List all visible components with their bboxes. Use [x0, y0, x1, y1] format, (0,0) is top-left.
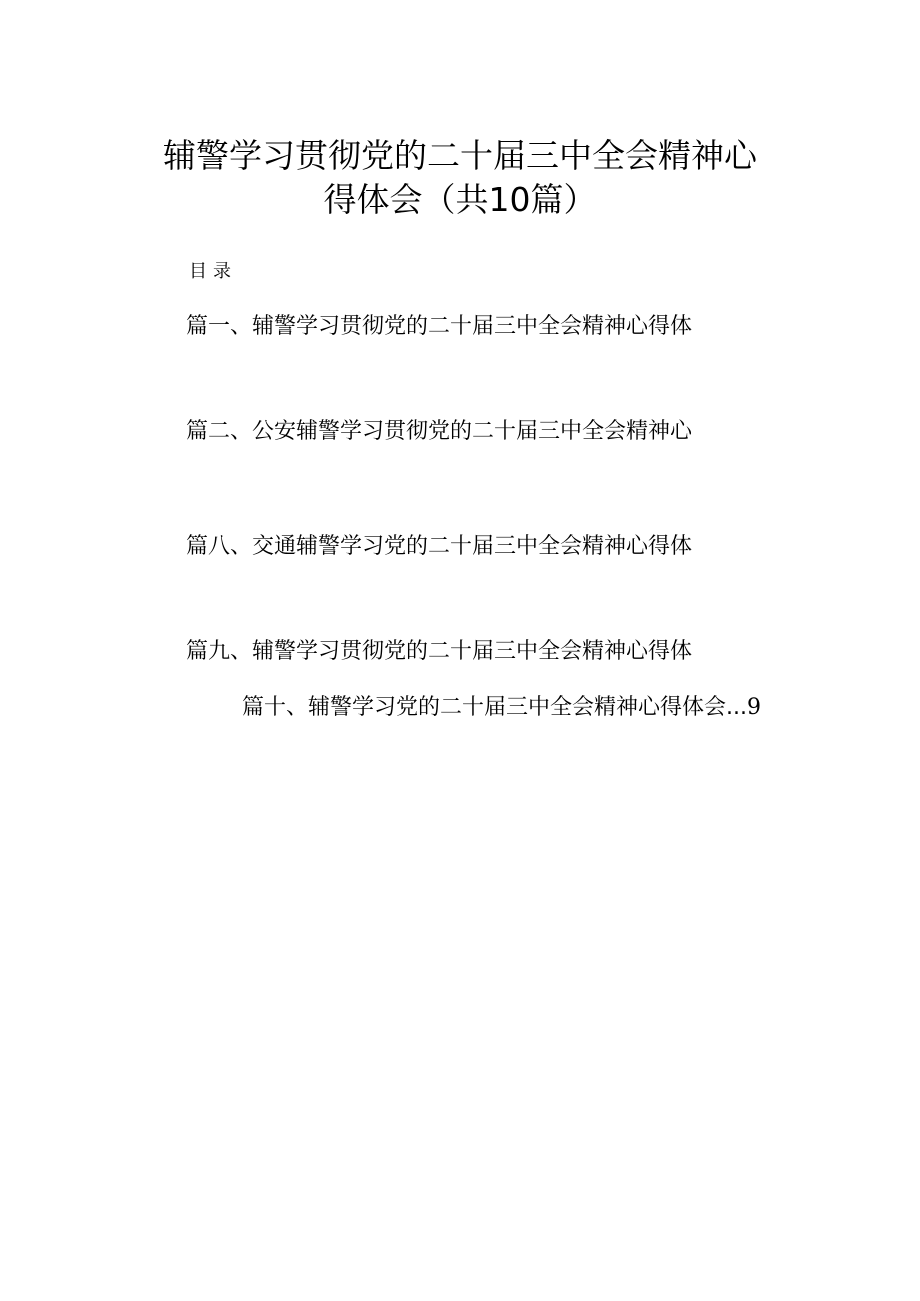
toc-entry[interactable] — [242, 694, 761, 722]
toc-entry-text: 篇二、公安辅警学习贯彻党的二十届三中全会精神心 — [186, 419, 693, 444]
toc-heading: 目录 — [189, 261, 237, 282]
toc-entry[interactable] — [186, 533, 692, 561]
toc-entry-text: 篇一、辅警学习贯彻党的二十届三中全会精神心得体 — [186, 314, 693, 339]
toc-entry-text: 篇八、交通辅警学习党的二十届三中全会精神心得体 — [186, 534, 693, 559]
toc-entry[interactable] — [186, 638, 692, 666]
toc-entry-text: 篇十、辅警学习党的二十届三中全会精神心得体会... — [242, 695, 747, 720]
toc-page-number: 9 — [746, 695, 761, 720]
toc-entry-text: 篇九、辅警学习贯彻党的二十届三中全会精神心得体 — [186, 639, 693, 664]
document-title-line2: 得体会（共10篇） — [323, 180, 597, 219]
toc-entry[interactable] — [186, 418, 692, 446]
toc-entry[interactable] — [186, 313, 692, 341]
document-title-line1: 辅警学习贯彻党的二十届三中全会精神心 — [163, 136, 757, 175]
